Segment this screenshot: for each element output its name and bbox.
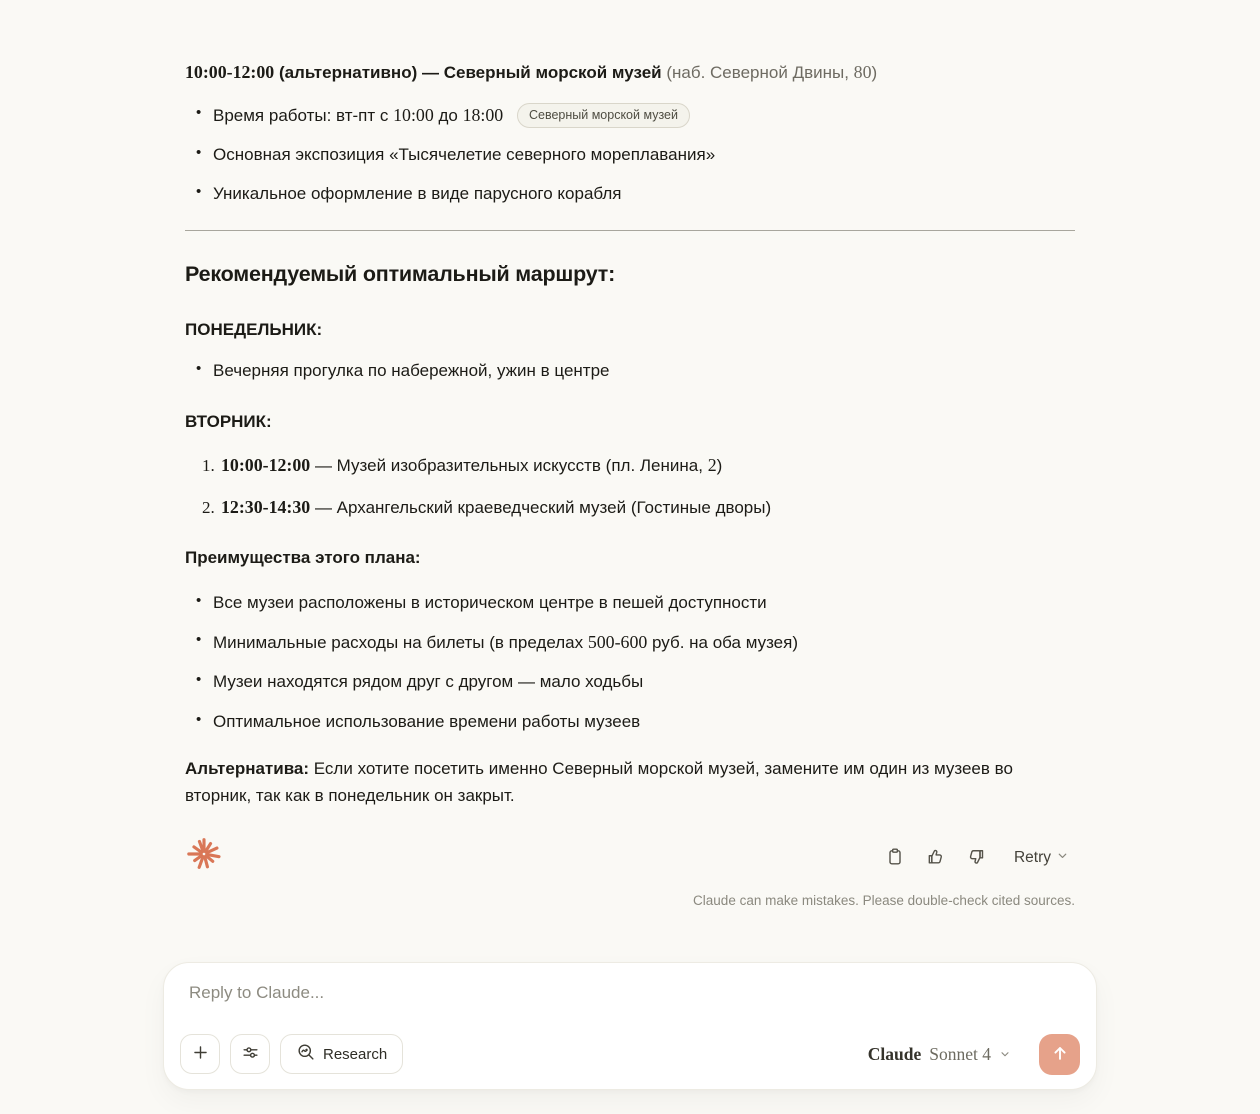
citation-badge[interactable]: Северный морской музей [517, 103, 690, 128]
composer [163, 962, 1097, 1090]
item-text: — Музей изобразительных искусств (пл. Ленина, 2) [314, 455, 723, 476]
alternative-text: Если хотите посетить именно Северный морской музей, замените им один из музеев во вторник, так как в понедельник он закрыт. [185, 758, 1013, 805]
model-variant: Sonnet 4 [929, 1043, 991, 1064]
clipboard-icon [885, 847, 905, 870]
tuesday-schedule-list [185, 451, 1075, 521]
bullet-text: Основная экспозиция «Тысячелетие северного мореплавания» [213, 145, 716, 165]
message-actions [885, 847, 1075, 870]
disclaimer-text: Claude can make mistakes. Please double-check cited sources. [693, 893, 1075, 909]
list-item [219, 493, 1075, 522]
bullet-text: Все музеи расположены в историческом центре в пешей доступности [213, 592, 767, 612]
bullet-text: Оптимальное использование времени работы музеев [213, 711, 641, 731]
item-time: 10:00-12:00 [221, 455, 311, 476]
plus-icon [191, 1043, 210, 1065]
thumbs-down-icon [967, 847, 987, 870]
bullet-text: Уникальное оформление в виде парусного корабля [213, 184, 622, 204]
chat-page [163, 0, 1097, 1090]
tuesday-heading: ВТОРНИК: [185, 412, 272, 432]
alternative-paragraph [185, 755, 1075, 809]
research-magnifier-icon [296, 1042, 316, 1066]
attach-button[interactable] [180, 1034, 220, 1074]
list-item [213, 589, 1075, 616]
monday-list [185, 357, 1075, 384]
bullet-text: Минимальные расходы на билеты (в пределах 500-600 руб. на оба музея) [213, 631, 799, 652]
heading-address: (наб. Северной Двины, 80) [666, 62, 878, 82]
alternative-label: Альтернатива: [185, 758, 310, 778]
send-button[interactable] [1039, 1034, 1080, 1075]
heading-alt: (альтернативно) [278, 63, 418, 82]
item-time: 12:30-14:30 [221, 496, 311, 517]
bullet-text: Музеи находятся рядом друг с другом — мало ходьбы [213, 672, 644, 692]
item-text: — Архангельский краеведческий музей (Гостиные дворы) [314, 497, 772, 517]
advantages-list [185, 589, 1075, 735]
tools-button[interactable] [230, 1034, 270, 1074]
monday-heading: ПОНЕДЕЛЬНИК: [185, 319, 323, 339]
list-item [213, 141, 1075, 168]
list-item [213, 668, 1075, 695]
list-item [213, 708, 1075, 735]
list-item [219, 451, 1075, 480]
message-footer [185, 835, 1075, 881]
claude-logo-icon [185, 835, 223, 881]
research-label: Research [323, 1045, 388, 1063]
bullet-text: Время работы: вт-пт с 10:00 до 18:00 [213, 104, 504, 125]
retry-button[interactable] [1008, 848, 1075, 868]
retry-label: Retry [1013, 849, 1051, 867]
composer-left-tools [180, 1034, 403, 1074]
reply-input[interactable]: Reply to Claude... [189, 982, 325, 1002]
sliders-icon [241, 1043, 260, 1065]
composer-toolbar [178, 1034, 1082, 1075]
copy-button[interactable] [885, 847, 905, 870]
heading-dash: — [421, 63, 439, 82]
chevron-down-icon [1056, 849, 1069, 867]
research-button[interactable] [280, 1034, 403, 1074]
heading-title: Северный морской музей [443, 63, 662, 82]
advantages-heading: Преимущества этого плана: [185, 547, 421, 567]
thumbs-up-button[interactable] [926, 847, 946, 870]
list-item [213, 101, 1075, 130]
model-selector[interactable] [862, 1043, 1017, 1066]
chevron-down-icon [999, 1044, 1011, 1065]
model-name: Claude [867, 1043, 922, 1064]
assistant-message [163, 58, 1097, 912]
composer-right-tools [862, 1034, 1080, 1075]
list-item [213, 628, 1075, 657]
museum-heading [185, 58, 1075, 87]
museum-bullet-list [185, 101, 1075, 208]
list-item [213, 180, 1075, 207]
heading-time: 10:00-12:00 [185, 62, 275, 82]
bullet-text: Вечерняя прогулка по набережной, ужин в центре [213, 361, 610, 381]
thumbs-up-icon [926, 847, 946, 870]
list-item [213, 357, 1075, 384]
arrow-up-icon [1050, 1043, 1070, 1066]
thumbs-down-button[interactable] [967, 847, 987, 870]
section-divider [185, 230, 1075, 231]
route-heading: Рекомендуемый оптимальный маршрут: [185, 262, 616, 287]
